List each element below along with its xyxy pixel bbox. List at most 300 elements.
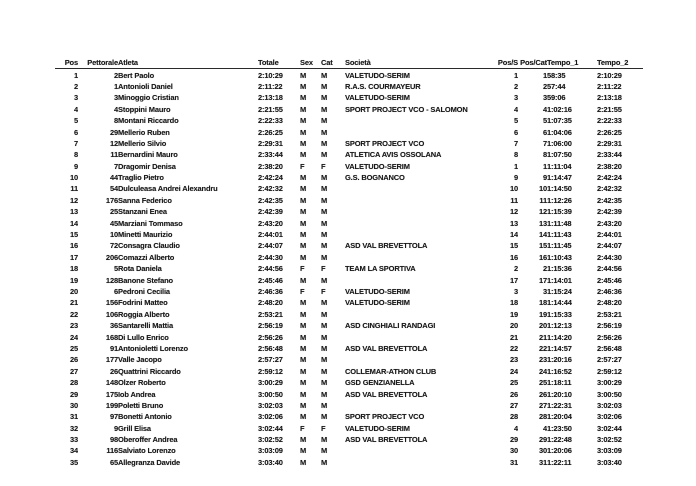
table-row xyxy=(55,138,643,149)
cell-pettorale: 206 xyxy=(105,252,118,262)
cell-sex: M xyxy=(300,104,307,114)
cell-pos_s: 13 xyxy=(509,218,518,228)
results-tbody xyxy=(55,69,643,468)
cell-pos_cat: 11 xyxy=(539,195,547,205)
cell-pos_cat: 1 xyxy=(542,70,547,80)
cell-totale: 2:56:48 xyxy=(258,343,283,353)
cell-pos_s: 25 xyxy=(509,378,518,388)
cell-tempo_1: 1:12:13 xyxy=(547,321,572,331)
cell-societa: GSD GENZIANELLA xyxy=(345,378,415,388)
table-row xyxy=(55,434,643,445)
cell-atleta: Olzer Roberto xyxy=(118,378,166,388)
cell-sex: M xyxy=(300,184,307,194)
cell-pettorale: 91 xyxy=(109,343,118,353)
cell-sex: M xyxy=(300,93,307,103)
table-row xyxy=(55,331,643,342)
cell-pettorale: 65 xyxy=(109,457,118,467)
table-row xyxy=(55,343,643,354)
cell-tempo_2: 3:03:09 xyxy=(597,446,622,456)
cell-cat: M xyxy=(321,446,328,456)
cell-tempo_1: 1:07:35 xyxy=(547,116,572,126)
cell-atleta: Stanzani Enea xyxy=(118,207,167,217)
cell-pos: 13 xyxy=(69,207,78,217)
cell-sex: M xyxy=(300,309,307,319)
cell-pos: 27 xyxy=(69,366,78,376)
column-header-societa: Società xyxy=(345,57,480,69)
table-row xyxy=(55,126,643,137)
cell-pettorale: 156 xyxy=(105,298,118,308)
cell-pos_cat: 19 xyxy=(538,309,547,319)
cell-atleta: Rota Daniela xyxy=(118,264,162,274)
cell-cat: M xyxy=(321,275,328,285)
cell-pos: 26 xyxy=(69,355,78,365)
cell-pos_s: 3 xyxy=(513,287,518,296)
cell-pos_cat: 16 xyxy=(538,252,547,262)
cell-pos_s: 10 xyxy=(509,184,518,194)
cell-societa: TEAM LA SPORTIVA xyxy=(345,264,416,274)
cell-sex: M xyxy=(300,252,307,262)
cell-pos_cat: 1 xyxy=(542,161,547,171)
column-header-tempo_2: Tempo_2 xyxy=(597,57,643,69)
cell-pos: 4 xyxy=(73,104,78,114)
cell-totale: 3:02:03 xyxy=(258,400,283,410)
cell-atleta: Mellerio Ruben xyxy=(118,127,170,137)
cell-tempo_2: 2:11:22 xyxy=(597,81,622,91)
cell-atleta: Bonetti Antonio xyxy=(118,412,172,422)
cell-pettorale: 3 xyxy=(113,93,118,103)
cell-pettorale: 25 xyxy=(109,207,118,217)
cell-tempo_1: 1:14:47 xyxy=(547,173,572,183)
table-row xyxy=(55,354,643,365)
cell-pos_cat: 2 xyxy=(542,81,547,91)
cell-pos: 11 xyxy=(70,184,78,194)
cell-sex: F xyxy=(300,287,305,296)
cell-pos: 9 xyxy=(73,161,78,171)
cell-totale: 2:38:20 xyxy=(258,161,283,171)
cell-pettorale: 98 xyxy=(109,435,118,445)
table-row xyxy=(55,183,643,194)
cell-societa xyxy=(345,457,480,468)
cell-totale: 2:29:31 xyxy=(258,138,283,148)
cell-pos_s: 29 xyxy=(509,435,518,445)
cell-totale: 2:42:39 xyxy=(258,207,283,217)
cell-pos_s: 3 xyxy=(513,93,518,103)
cell-pos_s: 6 xyxy=(513,127,518,137)
cell-pos_cat: 25 xyxy=(538,378,547,388)
cell-pos_cat: 4 xyxy=(542,423,547,433)
cell-pos_cat: 27 xyxy=(538,400,547,410)
cell-tempo_1: 1:15:33 xyxy=(547,309,572,319)
table-row xyxy=(55,206,643,217)
cell-totale: 2:44:01 xyxy=(258,230,283,240)
cell-sex: M xyxy=(300,150,307,160)
cell-pos: 21 xyxy=(69,298,78,308)
cell-tempo_1: 1:20:06 xyxy=(547,446,572,456)
cell-societa xyxy=(345,400,480,411)
cell-tempo_2: 3:02:03 xyxy=(597,400,622,410)
cell-societa: SPORT PROJECT VCO xyxy=(345,412,425,422)
cell-totale: 2:11:22 xyxy=(258,81,283,91)
cell-societa xyxy=(345,195,480,206)
cell-pos_s: 2 xyxy=(513,81,518,91)
table-row xyxy=(55,104,643,115)
cell-societa: VALETUDO-SERIM xyxy=(345,70,410,80)
cell-sex: M xyxy=(300,457,307,467)
cell-totale: 3:02:06 xyxy=(258,412,283,422)
cell-atleta: Comazzi Alberto xyxy=(118,252,175,262)
cell-societa xyxy=(345,309,480,320)
column-header-cat: Cat xyxy=(321,57,345,69)
table-row xyxy=(55,388,643,399)
cell-societa: VALETUDO-SERIM xyxy=(345,93,410,103)
cell-pos_cat: 14 xyxy=(538,230,547,240)
cell-totale: 2:26:25 xyxy=(258,127,283,137)
cell-societa xyxy=(345,126,480,137)
cell-societa xyxy=(345,354,480,365)
cell-cat: M xyxy=(321,127,328,137)
cell-pos: 15 xyxy=(69,230,78,240)
cell-cat: F xyxy=(321,287,326,296)
cell-tempo_2: 3:00:50 xyxy=(597,389,622,399)
cell-cat: M xyxy=(321,378,328,388)
cell-totale: 2:46:36 xyxy=(258,287,283,296)
cell-sex: M xyxy=(300,138,307,148)
cell-sex: M xyxy=(300,332,307,342)
cell-pos_cat: 29 xyxy=(538,435,547,445)
cell-societa: SPORT PROJECT VCO xyxy=(345,138,425,148)
cell-pettorale: 177 xyxy=(105,355,118,365)
cell-pos: 34 xyxy=(69,446,78,456)
cell-tempo_1: 1:20:04 xyxy=(547,412,572,422)
cell-atleta: Traglio Pietro xyxy=(118,173,164,183)
cell-cat: M xyxy=(321,138,328,148)
cell-pos_cat: 20 xyxy=(538,321,547,331)
cell-societa: G.S. BOGNANCO xyxy=(345,173,405,183)
cell-sex: F xyxy=(300,423,305,433)
table-row xyxy=(55,445,643,456)
results-header-row xyxy=(55,57,643,69)
cell-sex: M xyxy=(300,446,307,456)
cell-pos_cat: 5 xyxy=(542,116,547,126)
cell-atleta: Banone Stefano xyxy=(118,275,173,285)
cell-pos_cat: 4 xyxy=(542,104,547,114)
cell-totale: 3:00:29 xyxy=(258,378,283,388)
cell-sex: M xyxy=(300,321,307,331)
cell-atleta: Bernardini Mauro xyxy=(118,150,178,160)
cell-pos: 2 xyxy=(73,81,78,91)
cell-atleta: Pedroni Cecilia xyxy=(118,287,170,296)
cell-totale: 2:44:30 xyxy=(258,252,283,262)
cell-pos: 8 xyxy=(73,150,78,160)
cell-atleta: Bert Paolo xyxy=(118,70,155,80)
results-table xyxy=(55,57,643,468)
cell-atleta: Grill Elisa xyxy=(118,423,151,433)
cell-atleta: Poletti Bruno xyxy=(118,400,164,410)
cell-tempo_2: 2:33:44 xyxy=(597,150,622,160)
cell-totale: 2:56:26 xyxy=(258,332,283,342)
cell-pettorale: 116 xyxy=(106,446,118,456)
cell-pos_cat: 3 xyxy=(542,93,547,103)
cell-pettorale: 54 xyxy=(109,184,118,194)
cell-pos_cat: 31 xyxy=(538,457,547,467)
cell-cat: M xyxy=(321,230,328,240)
table-row xyxy=(55,457,643,468)
cell-pos_s: 21 xyxy=(509,332,518,342)
cell-pos_cat: 13 xyxy=(538,218,547,228)
cell-tempo_2: 2:42:24 xyxy=(597,173,622,183)
cell-pos: 22 xyxy=(69,309,78,319)
cell-pos: 17 xyxy=(69,252,78,262)
cell-tempo_1: 1:15:36 xyxy=(547,264,572,274)
cell-sex: M xyxy=(300,173,307,183)
cell-atleta: Roggia Alberto xyxy=(118,309,170,319)
cell-sex: M xyxy=(300,412,307,422)
cell-societa xyxy=(345,331,480,342)
cell-tempo_1: 1:15:39 xyxy=(547,207,572,217)
cell-tempo_1: 57:44 xyxy=(547,81,566,91)
table-row xyxy=(55,92,643,103)
column-header-tempo_1: Tempo_1 xyxy=(547,57,597,69)
cell-sex: M xyxy=(300,366,307,376)
cell-atleta: Valle Jacopo xyxy=(118,355,162,365)
column-header-pos_s: Pos/S xyxy=(480,57,518,69)
cell-atleta: Di Lullo Enrico xyxy=(118,332,169,342)
cell-cat: F xyxy=(321,423,326,433)
cell-pettorale: 26 xyxy=(109,366,118,376)
cell-cat: M xyxy=(321,252,328,262)
cell-societa: ASD VAL BREVETTOLA xyxy=(345,389,428,399)
cell-tempo_1: 1:20:10 xyxy=(547,389,572,399)
cell-sex: M xyxy=(300,400,307,410)
cell-pos_cat: 15 xyxy=(538,241,547,251)
cell-pos_cat: 22 xyxy=(538,343,547,353)
cell-cat: M xyxy=(321,400,328,410)
table-row xyxy=(55,161,643,172)
column-header-sex: Sex xyxy=(300,57,321,69)
cell-societa xyxy=(345,217,480,228)
cell-cat: M xyxy=(321,93,328,103)
cell-pos_s: 28 xyxy=(509,412,518,422)
cell-societa: VALETUDO-SERIM xyxy=(345,161,410,171)
cell-atleta: Consagra Claudio xyxy=(118,241,180,251)
cell-societa xyxy=(345,445,480,456)
table-row xyxy=(55,423,643,434)
cell-pos_s: 2 xyxy=(513,264,518,274)
cell-totale: 2:33:44 xyxy=(258,150,283,160)
cell-tempo_1: 1:06:00 xyxy=(547,138,572,148)
cell-pos: 35 xyxy=(69,457,78,467)
cell-cat: M xyxy=(321,150,328,160)
cell-pos: 33 xyxy=(69,435,78,445)
cell-totale: 2:44:56 xyxy=(258,264,283,274)
cell-pos_s: 18 xyxy=(509,298,518,308)
cell-pettorale: 45 xyxy=(109,218,118,228)
cell-cat: M xyxy=(321,173,328,183)
column-header-pos: Pos xyxy=(55,57,78,69)
table-row xyxy=(55,115,643,126)
cell-atleta: Minetti Maurizio xyxy=(118,230,173,240)
cell-atleta: Montani Riccardo xyxy=(118,116,179,126)
column-header-totale: Totale xyxy=(258,57,300,69)
cell-sex: M xyxy=(300,389,307,399)
cell-totale: 2:13:18 xyxy=(258,93,283,103)
cell-tempo_2: 2:10:29 xyxy=(597,70,622,80)
cell-tempo_1: 58:35 xyxy=(547,70,566,80)
table-row xyxy=(55,377,643,388)
cell-pos_s: 12 xyxy=(509,207,518,217)
cell-sex: M xyxy=(300,81,307,91)
cell-sex: M xyxy=(300,355,307,365)
cell-tempo_2: 2:46:36 xyxy=(597,287,622,296)
cell-cat: M xyxy=(321,241,328,251)
cell-atleta: Oberoffer Andrea xyxy=(118,435,178,445)
cell-pos_cat: 26 xyxy=(538,389,547,399)
cell-tempo_1: 1:04:06 xyxy=(547,127,572,137)
cell-pos_cat: 9 xyxy=(542,173,547,183)
cell-societa xyxy=(345,274,480,285)
cell-tempo_2: 2:44:56 xyxy=(597,264,622,274)
cell-tempo_1: 1:12:26 xyxy=(547,195,572,205)
cell-pos_s: 26 xyxy=(509,389,518,399)
cell-pos_s: 5 xyxy=(513,116,518,126)
cell-sex: M xyxy=(300,343,307,353)
cell-tempo_2: 2:56:26 xyxy=(597,332,622,342)
cell-totale: 2:59:12 xyxy=(258,366,283,376)
cell-pos: 28 xyxy=(69,378,78,388)
cell-sex: M xyxy=(300,218,307,228)
cell-societa: VALETUDO-SERIM xyxy=(345,423,410,433)
cell-pos_s: 31 xyxy=(509,457,518,467)
cell-cat: M xyxy=(321,218,328,228)
cell-tempo_2: 2:26:25 xyxy=(597,127,622,137)
cell-pettorale: 36 xyxy=(109,321,118,331)
cell-pos_s: 17 xyxy=(509,275,518,285)
cell-pos_cat: 21 xyxy=(538,332,547,342)
cell-societa: COLLEMAR-ATHON CLUB xyxy=(345,366,437,376)
cell-cat: M xyxy=(321,321,328,331)
cell-tempo_1: 1:14:20 xyxy=(547,332,572,342)
cell-pos_cat: 24 xyxy=(538,366,547,376)
cell-tempo_2: 3:00:29 xyxy=(597,378,622,388)
cell-cat: M xyxy=(321,195,328,205)
table-row xyxy=(55,172,643,183)
cell-tempo_1: 1:02:16 xyxy=(547,104,572,114)
column-header-atleta: Atleta xyxy=(118,57,258,69)
cell-tempo_2: 2:42:39 xyxy=(597,207,622,217)
cell-pos_s: 23 xyxy=(509,355,518,365)
cell-tempo_2: 2:57:27 xyxy=(597,355,622,365)
cell-pettorale: 128 xyxy=(105,275,118,285)
cell-pettorale: 199 xyxy=(105,400,118,410)
cell-pettorale: 12 xyxy=(109,138,118,148)
cell-atleta: Antonioli Daniel xyxy=(118,81,173,91)
table-row xyxy=(55,195,643,206)
table-row xyxy=(55,400,643,411)
cell-totale: 2:53:21 xyxy=(258,309,283,319)
cell-societa xyxy=(345,183,480,194)
cell-tempo_2: 2:48:20 xyxy=(597,298,622,308)
cell-pos_s: 22 xyxy=(509,343,518,353)
cell-cat: M xyxy=(321,81,328,91)
cell-totale: 2:42:35 xyxy=(258,195,283,205)
cell-cat: M xyxy=(321,116,328,126)
cell-atleta: Dragomir Denisa xyxy=(118,161,176,171)
cell-pos: 19 xyxy=(69,275,78,285)
cell-societa xyxy=(345,206,480,217)
cell-societa: ASD CINGHIALI RANDAGI xyxy=(345,321,436,331)
cell-tempo_1: 59:06 xyxy=(547,93,566,103)
cell-totale: 2:44:07 xyxy=(258,241,283,251)
cell-tempo_2: 2:13:18 xyxy=(597,93,622,103)
cell-totale: 2:21:55 xyxy=(258,104,283,114)
cell-pos: 23 xyxy=(69,321,78,331)
cell-pos_s: 4 xyxy=(513,423,518,433)
cell-cat: M xyxy=(321,435,328,445)
cell-cat: F xyxy=(321,161,326,171)
cell-pettorale: 44 xyxy=(109,173,118,183)
cell-atleta: Iob Andrea xyxy=(118,389,156,399)
results-table-container xyxy=(55,57,645,468)
cell-pettorale: 106 xyxy=(105,309,118,319)
cell-atleta: Marziani Tommaso xyxy=(118,218,183,228)
cell-totale: 2:56:19 xyxy=(258,321,283,331)
cell-pettorale: 2 xyxy=(113,70,118,80)
cell-tempo_2: 2:44:30 xyxy=(597,252,622,262)
cell-tempo_2: 2:56:48 xyxy=(597,343,622,353)
cell-pos_s: 16 xyxy=(509,252,518,262)
cell-cat: M xyxy=(321,412,328,422)
cell-cat: M xyxy=(321,389,328,399)
cell-pos_cat: 30 xyxy=(538,446,547,456)
cell-pettorale: 11 xyxy=(110,150,118,160)
table-row xyxy=(55,297,643,308)
cell-tempo_1: 1:11:48 xyxy=(547,218,572,228)
cell-pettorale: 29 xyxy=(109,127,118,137)
cell-tempo_2: 2:45:46 xyxy=(597,275,622,285)
cell-societa: ASD VAL BREVETTOLA xyxy=(345,343,428,353)
cell-atleta: Minoggio Cristian xyxy=(118,93,179,103)
cell-cat: M xyxy=(321,70,328,80)
cell-pettorale: 175 xyxy=(105,389,118,399)
cell-pettorale: 6 xyxy=(113,287,118,296)
cell-sex: F xyxy=(300,161,305,171)
table-row xyxy=(55,229,643,240)
table-row xyxy=(55,240,643,251)
cell-tempo_2: 3:02:52 xyxy=(597,435,622,445)
table-row xyxy=(55,274,643,285)
cell-pos_s: 14 xyxy=(509,230,518,240)
table-row xyxy=(55,366,643,377)
cell-totale: 3:02:44 xyxy=(258,423,283,433)
column-header-pos_cat: Pos/Cat xyxy=(518,57,547,69)
cell-atleta: Fodrini Matteo xyxy=(118,298,168,308)
cell-pos_cat: 23 xyxy=(538,355,547,365)
cell-pos: 16 xyxy=(69,241,78,251)
cell-pos_cat: 17 xyxy=(538,275,547,285)
cell-atleta: Sanna Federico xyxy=(118,195,172,205)
cell-cat: M xyxy=(321,309,328,319)
cell-pos_cat: 2 xyxy=(542,264,547,274)
cell-pos_s: 15 xyxy=(509,241,518,251)
cell-societa xyxy=(345,229,480,240)
cell-pos: 24 xyxy=(69,332,78,342)
cell-tempo_1: 1:15:24 xyxy=(547,287,572,296)
cell-cat: M xyxy=(321,332,328,342)
cell-pos_cat: 3 xyxy=(542,287,547,296)
cell-pos_s: 4 xyxy=(513,104,518,114)
cell-pos_s: 9 xyxy=(513,173,518,183)
cell-tempo_1: 1:22:48 xyxy=(547,435,572,445)
